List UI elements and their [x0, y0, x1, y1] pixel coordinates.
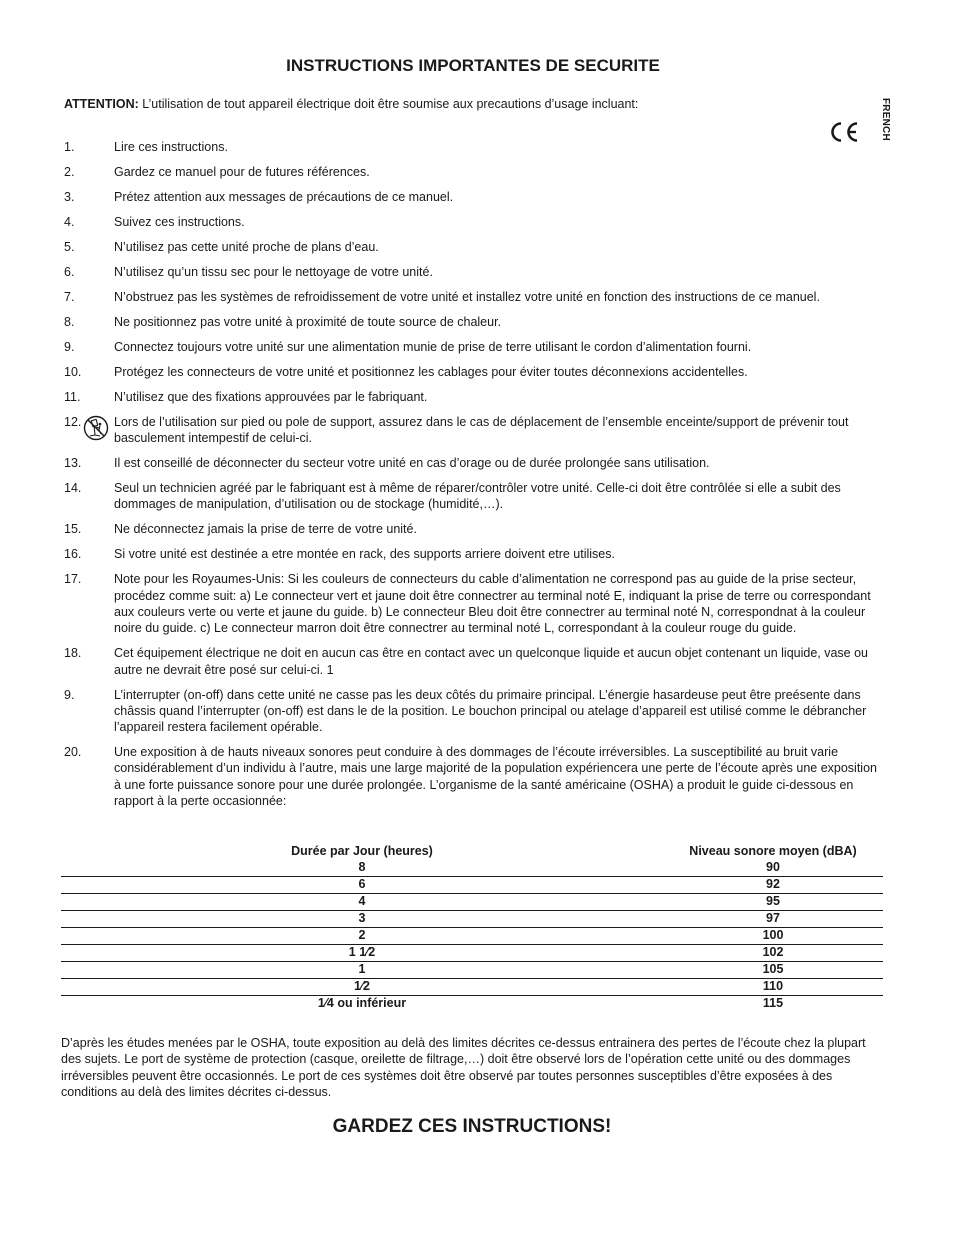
duration-cell: 8 [358, 859, 366, 874]
list-item [64, 455, 882, 471]
item-text: Ne positionnez pas votre unité à proximité de toute source de chaleur. [114, 314, 502, 329]
item-text: N’utilisez que des fixations approuvées par le fabriquant. [114, 389, 428, 404]
duration-cell: 3 [358, 911, 366, 925]
safety-instructions-list [64, 139, 882, 818]
item-text: Il est conseillé de déconnecter du secteur votre unité en cas d’orage ou de durée prolongée sans utilisation. [114, 456, 710, 471]
closing-paragraph: D’après les études menées par le OSHA, toute exposition au delà des limites décrites ce-dessus entrainera des pertes de l’écoute chez la plupart des sujets. Le port de système de protection (casque, oreilette de filtrage,…) doit être observé lors de l’opération cette unité ou des dommages irréversibles peuvent être occasionnés. Le port de ces systèmes doit être observé par toutes personnes susceptibles d’être exposées à des conditions au delà des limites décrites ci-dessus. [61, 1036, 866, 1099]
table-row [61, 978, 883, 995]
item-text: Suivez ces instructions. [114, 214, 245, 229]
duration-cell: 1⁄2 [354, 979, 370, 993]
item-text: N’utilisez pas cette unité proche de plans d’eau. [114, 239, 379, 254]
page-title: INSTRUCTIONS IMPORTANTES DE SECURITE [286, 56, 660, 75]
item-number: 15. [64, 522, 82, 537]
item-text: N’utilisez qu’un tissu sec pour le nettoyage de votre unité. [114, 264, 433, 279]
item-text: Lire ces instructions. [114, 140, 228, 154]
table-row [61, 944, 883, 961]
item-text: Note pour les Royaumes-Unis: Si les couleurs de connecteurs du cable d’alimentation ne correspond pas au guide de la prise secteur, procédez comme suit: a) Le connecteur vert et jaune doit être connectrer au terminal noté E, indiquant la prise de terre ou correspondant aux couleurs verte ou verte et jaune du guide. b) Le connecteur Bleu doit être connectrer au terminal noté N, correspondnat à la couleur noire du guide. c) Le connecteur marron doit être connectrer au terminal noté L, correspondant à la couleur rouge du guide. [114, 572, 871, 636]
duration-cell: 1⁄4 ou inférieur [317, 996, 407, 1011]
item-number: 9. [64, 687, 75, 702]
table-row [61, 995, 883, 1012]
list-item [64, 189, 882, 205]
table-row [61, 910, 883, 927]
list-item [64, 414, 882, 447]
table-row [61, 961, 883, 978]
item-number: 5. [64, 239, 75, 254]
list-item [64, 364, 882, 380]
level-cell: 95 [766, 894, 780, 908]
table-row [61, 859, 883, 876]
duration-cell: 1 1⁄2 [348, 945, 376, 959]
item-text: Ne déconnectez jamais la prise de terre de votre unité. [114, 522, 417, 537]
item-number: 9. [64, 339, 75, 354]
list-item [64, 480, 882, 513]
item-number: 7. [64, 289, 75, 304]
item-number: 20. [64, 745, 82, 760]
duration-cell: 1 [358, 962, 366, 976]
list-item [64, 389, 882, 405]
level-cell: 100 [762, 928, 784, 942]
item-number: 10. [64, 364, 82, 379]
item-number: 6. [64, 264, 75, 279]
level-cell: 92 [766, 877, 780, 891]
language-tab-label: FRENCH [880, 98, 891, 141]
item-number: 4. [64, 214, 75, 229]
stand-tipover-warning-icon [83, 415, 109, 441]
item-number: 18. [64, 646, 82, 661]
list-item [64, 164, 882, 180]
table-row [61, 876, 883, 893]
table-row [61, 893, 883, 910]
item-text: Une exposition à de hauts niveaux sonores peut conduire à des dommages de l’écoute irréversibles. La susceptibilité au bruit varie considérablement d’un individu à l’autre, mais une large majorité de la population expériencera une perte de l’écoute après une exposition à une forte puissance sonore pour une durée prolongée. L’organisme de la santé américaine (OSHA) a produit le guide ci-dessous en rapport à la perte occasionnée: [114, 745, 877, 808]
list-item [64, 264, 882, 280]
level-cell: 105 [762, 962, 784, 976]
footer-title: GARDEZ CES INSTRUCTIONS! [332, 1116, 612, 1137]
level-cell: 115 [762, 996, 784, 1011]
item-text: N’obstruez pas les systèmes de refroidissement de votre unité et installez votre unité en fonction des instructions de ce manuel. [114, 289, 820, 304]
list-item [64, 239, 882, 255]
level-cell: 102 [762, 945, 784, 959]
item-text: Connectez toujours votre unité sur une alimentation munie de prise de terre utilisant le cordon d’alimentation fourni. [114, 339, 752, 354]
item-text: Cet équipement électrique ne doit en aucun cas être en contact avec un quelconque liquide et aucun objet contenant un liquide, vase ou autre ne devrait être posé sur celui-ci. 1 [114, 646, 869, 677]
attention-label: ATTENTION: [64, 97, 139, 111]
list-item [64, 546, 882, 562]
item-number: 2. [64, 164, 75, 179]
duration-cell: 4 [358, 894, 366, 908]
list-item [64, 289, 882, 305]
list-item [64, 339, 882, 355]
item-number: 16. [64, 547, 82, 562]
header-duration: Durée par Jour (heures) [291, 844, 433, 858]
noise-exposure-table [61, 843, 883, 1012]
table-header-row [61, 843, 883, 859]
list-item [64, 571, 882, 636]
list-item [64, 645, 882, 678]
item-text: Lors de l’utilisation sur pied ou pole de support, assurez dans le cas de déplacement de l’ensemble enceinte/support de prévenir tout basculement intempestif de celui-ci. [114, 414, 849, 446]
item-text: Gardez ce manuel pour de futures références. [114, 164, 370, 179]
attention-note [64, 97, 638, 111]
item-text: Si votre unité est destinée a etre montée en rack, des supports arriere doivent etre utilises. [114, 547, 615, 562]
duration-cell: 2 [358, 928, 366, 942]
level-cell: 90 [766, 859, 780, 874]
item-number: 14. [64, 481, 82, 496]
list-item [64, 139, 882, 155]
item-text: Protégez les connecteurs de votre unité et positionnez les cablages pour éviter toutes déconnexions accidentelles. [114, 364, 748, 379]
duration-cell: 6 [358, 877, 366, 891]
item-number: 12. [64, 414, 82, 429]
level-cell: 110 [762, 979, 784, 993]
item-number: 1. [64, 140, 75, 154]
item-number: 11. [64, 389, 81, 404]
item-text: Seul un technicien agréé par le fabriquant est à même de réparer/contrôler votre unité. Celle-ci doit être contrôlée si elle a subit des dommages de manipulation, d’utilisation ou de stockage (humidité,…). [114, 481, 841, 512]
table-row [61, 927, 883, 944]
item-text: Prétez attention aux messages de précautions de ce manuel. [114, 189, 454, 204]
list-item [64, 214, 882, 230]
item-number: 17. [64, 572, 82, 587]
list-item [64, 521, 882, 537]
list-item [64, 314, 882, 330]
item-text: L’interrupter (on-off) dans cette unité ne casse pas les deux côtés du primaire principal. L’énergie hasardeuse peut être preésente dans châssis quand l’interrupter (on-off) est dans le de la position. Le bouchon principal ou atelage d’appareil est utilisé comme le débrancher l’appareil restera facilement opérable. [114, 687, 867, 735]
item-number: 8. [64, 314, 75, 329]
list-item [64, 744, 882, 809]
level-cell: 97 [766, 911, 780, 925]
list-item [64, 687, 882, 736]
item-number: 3. [64, 189, 75, 204]
item-number: 13. [64, 456, 82, 471]
header-sound-level: Niveau sonore moyen (dBA) [689, 844, 857, 858]
attention-text: L’utilisation de tout appareil électrique doit être soumise aux precautions d’usage incluant: [138, 97, 639, 111]
